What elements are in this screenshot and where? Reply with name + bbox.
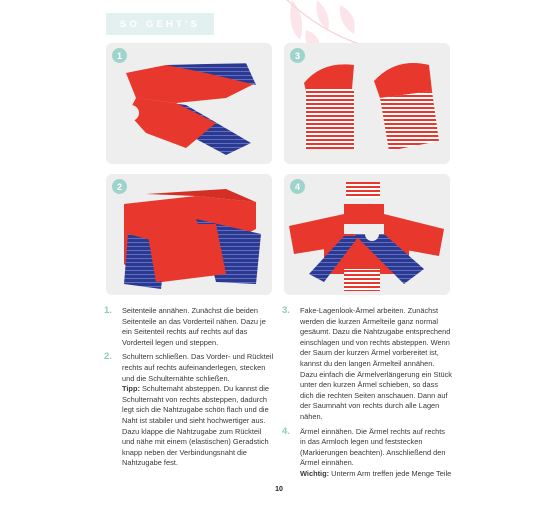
step-text: Ärmel einnähen. Die Ärmel rechts auf rechts in das Armloch legen und feststecken (Markierungen beachten). Anschließend den Ärmel einnähen. [300,426,446,468]
step-number: 1. [104,305,112,316]
step-3 [282,306,452,423]
step-text: Schultern schließen. Das Vorder- und Rückteil rechts auf rechts aufeinanderlegen, stecken und die Schulternähte schließen. [122,352,274,383]
section-title: SO GEHT'S [119,18,201,30]
page-number: 10 [275,486,283,493]
step-4 [282,427,452,480]
step-2 [104,352,274,469]
step-badge: 2 [112,179,127,194]
warning-text: Unterm Arm treffen jede Menge Teile [329,468,452,478]
photo-step-4 [284,174,450,295]
step-text-block [300,427,452,480]
step-badge: 4 [290,179,305,194]
photo-step-1 [106,43,272,164]
step-number: 2. [104,351,112,363]
step-badge: 1 [112,48,127,63]
photo-step-3 [284,43,450,164]
shirt-folded-illustration [106,174,272,295]
tip-label: Tipp: [122,384,140,394]
step-number: 4. [282,425,290,437]
warning-label: Wichtig: [300,468,330,478]
shirt-illustration [106,43,272,164]
tip-text: Schultemaht absteppen. Du kannst die Schulternaht von rechts absteppen, dadurch legt sich die Nahtzugabe schön flach und die Naht ist stabiler und sieht hochwertiger aus. Dazu klappe die Nahtzugabe zum Rückteil und nähe mit einem (elastischen) Geradstich knapp neben der Verbindungsnaht die Nahtzugabe fest. [122,384,269,468]
step-text: Fake-Lagenlook-Ärmel arbeiten. Zunächst werden die kurzen Ärmelteile ganz normal gesäumt. Dazu die Nahtzugabe entsprechend einschlagen und von rechts absteppen. Wenn der Saum der kurzen Ärmel vorbereitet ist, kannst du den langen Ärmelteil annähen. Dazu einfach die Ärmelverlängerung ein Stück unter den kurzen Ärmel schieben, so dass dich die rechten Seiten anschauen. Dann auf der Saumnaht von rechts durch alle Lagen nähen. [300,306,453,421]
step-badge: 3 [290,48,305,63]
instructions-right-column [282,306,452,484]
assembled-shirt-illustration [284,174,450,295]
photo-step-2 [106,174,272,295]
step-number: 3. [282,305,290,316]
section-header [106,13,214,35]
sleeves-illustration [284,43,450,164]
instructions-left-column [104,306,274,473]
step-text-block [122,352,274,469]
step-text: Seitenteile annähen. Zunächst die beiden Seitenteile an das Vorderteil nähen. Dazu je ein Seitenteil rechts auf rechts auf das Vorderteil legen und steppen. [122,306,266,347]
step-1 [104,306,274,348]
